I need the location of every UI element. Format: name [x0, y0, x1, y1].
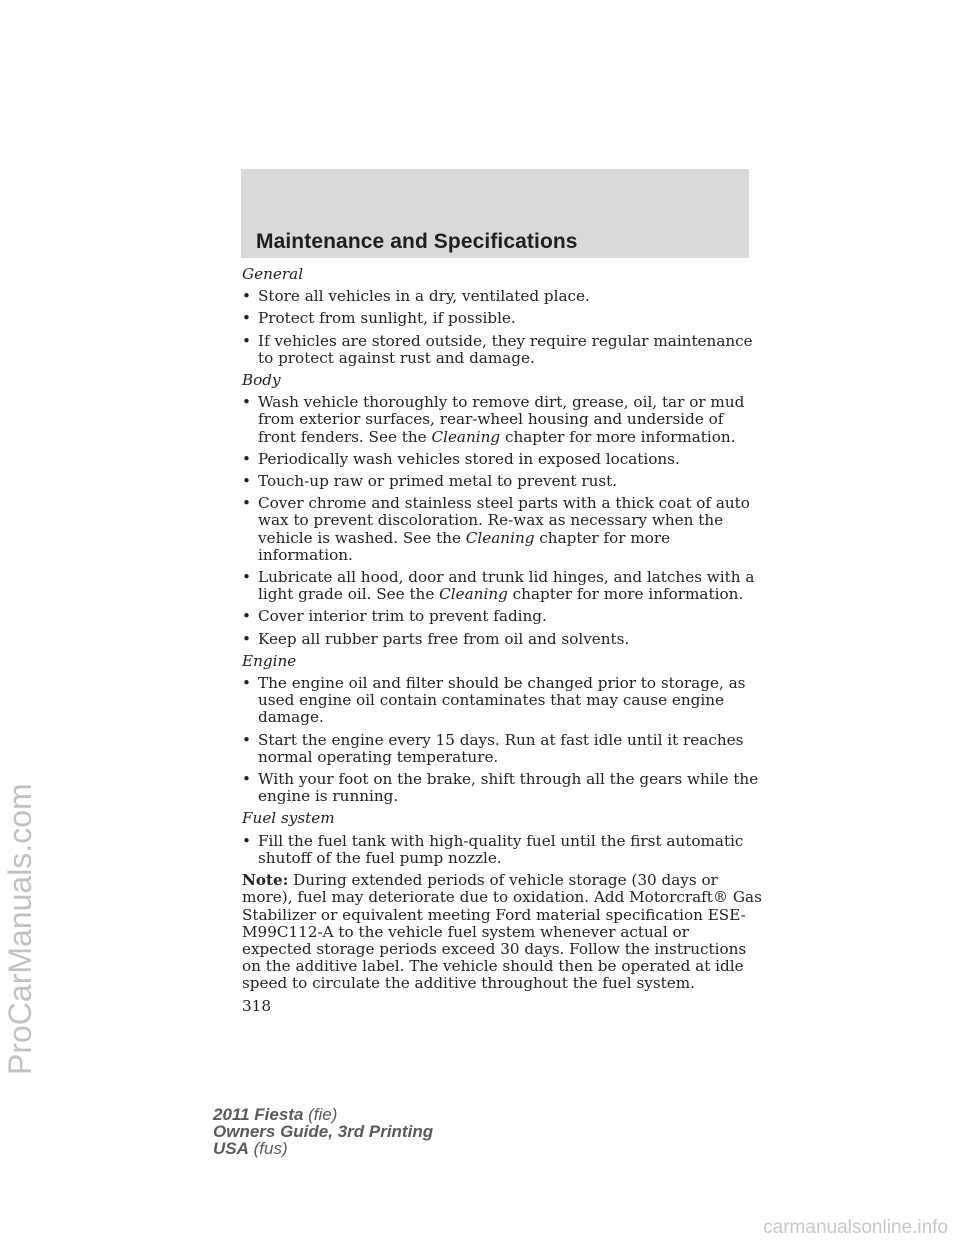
bullet-icon: • [242, 568, 251, 587]
list-item: • Protect from sunlight, if possible. [242, 309, 516, 328]
fuel-system-heading: Fuel system [242, 809, 335, 828]
side-watermark: ProCarManuals.com [2, 783, 38, 1075]
bullet-icon: • [242, 393, 251, 412]
section-header-band [241, 169, 749, 258]
document-footer [213, 1106, 433, 1157]
bullet-icon: • [242, 494, 251, 513]
footer-line-edition: Owners Guide, 3rd Printing [213, 1122, 434, 1141]
bullet-icon: • [242, 449, 251, 468]
bottom-watermark: carmanualsonline.info [763, 1217, 948, 1238]
bullet-icon: • [242, 831, 251, 850]
list-item: • The engine oil and filter should be changed prior to storage, as used engine oil contain contaminates that may cause engine damage. [242, 674, 746, 727]
bullet-icon: • [242, 674, 251, 693]
bullet-icon: • [242, 730, 251, 749]
bullet-icon: • [242, 607, 251, 626]
bullet-icon: • [242, 629, 251, 648]
list-item: • Wash vehicle thoroughly to remove dirt, grease, oil, tar or mud from exterior surfaces, rear-wheel housing and underside of front fenders. See the Cleaning chapter for more information. [242, 393, 745, 446]
list-item: • Cover chrome and stainless steel parts with a thick coat of auto wax to prevent discoloration. Re-wax as necessary when the vehicle is washed. See the Cleaning chapter for more information. [242, 494, 750, 564]
engine-heading: Engine [242, 651, 297, 670]
bullet-icon: • [242, 331, 251, 350]
list-item: • Lubricate all hood, door and trunk lid hinges, and latches with a light grade oil. See the Cleaning chapter for more information. [242, 568, 755, 604]
list-item: • Start the engine every 15 days. Run at fast idle until it reaches normal operating temperature. [242, 730, 744, 766]
section-title: Maintenance and Specifications [256, 230, 578, 253]
list-item: • Periodically wash vehicles stored in exposed locations. [242, 449, 680, 468]
footer-line-market: USA (fus) [213, 1139, 288, 1158]
list-item: • Touch-up raw or primed metal to prevent rust. [242, 472, 618, 491]
page-number: 318 [242, 996, 271, 1015]
bullet-icon: • [242, 309, 251, 328]
list-item: • Fill the fuel tank with high-quality fuel until the first automatic shutoff of the fuel pump nozzle. [242, 831, 744, 867]
list-item: • Keep all rubber parts free from oil and solvents. [242, 629, 630, 648]
page-content [242, 266, 762, 1015]
note-label: Note: [242, 871, 289, 890]
chapter-reference: Cleaning [439, 585, 508, 604]
footer-line-model: 2011 Fiesta (fie) [213, 1105, 338, 1124]
list-item: • If vehicles are stored outside, they require regular maintenance to protect against rust and damage. [242, 331, 753, 367]
chapter-reference: Cleaning [465, 528, 535, 547]
list-item: • Store all vehicles in a dry, ventilated place. [242, 287, 590, 306]
body-heading: Body [242, 371, 281, 390]
chapter-reference: Cleaning [431, 427, 501, 446]
note-text: During extended periods of vehicle storage (30 days or more), fuel may deteriorate due to oxidation. Add Motorcraft® Gas Stabilizer or equivalent meeting Ford material specification ESE-M99C112-A to the vehicle fuel system whenever actual or expected storage periods exceed 30 days. Follow the instructions on the additive label. The vehicle should then be operated at idle speed to circulate the additive throughout the fuel system. [242, 871, 762, 993]
bullet-icon: • [242, 472, 251, 491]
bullet-icon: • [242, 287, 251, 306]
storage-note [242, 872, 762, 992]
list-item: • With your foot on the brake, shift through all the gears while the engine is running. [242, 770, 759, 806]
bullet-icon: • [242, 770, 251, 789]
list-item: • Cover interior trim to prevent fading. [242, 607, 547, 626]
general-heading: General [242, 265, 304, 283]
